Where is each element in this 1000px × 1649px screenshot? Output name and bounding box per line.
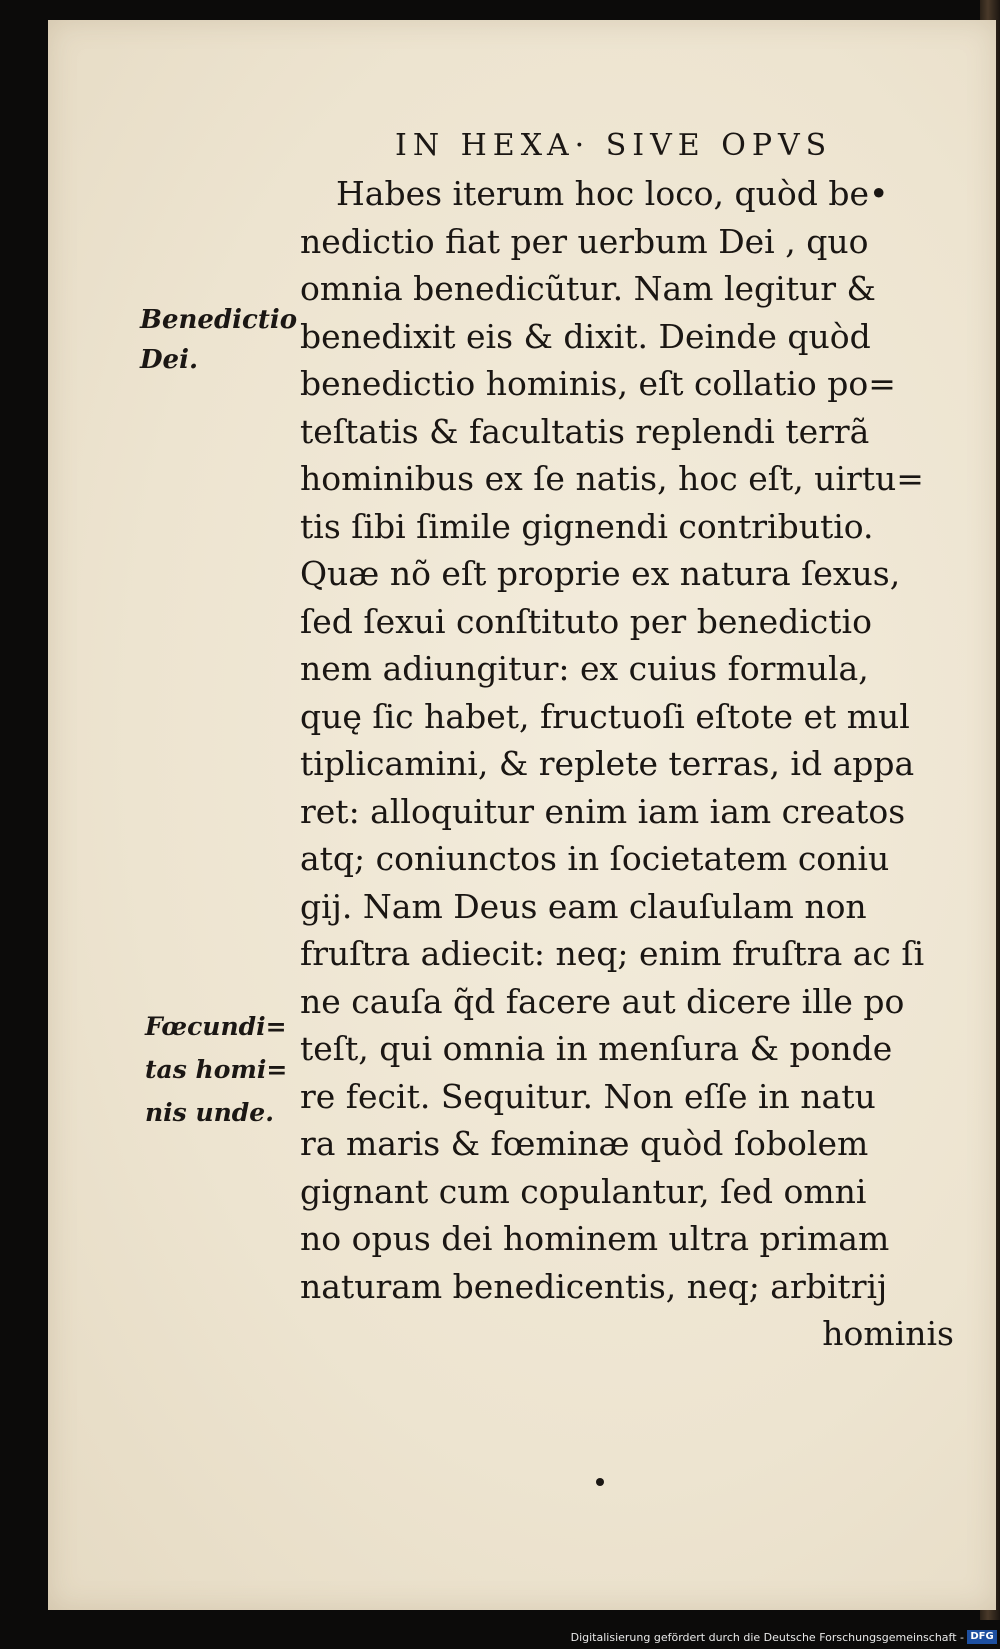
text-line: teſtatis & facultatis replendi terrã	[300, 411, 870, 451]
dfg-logo: DFG	[967, 1630, 997, 1644]
text-line: atq; coniunctos in ſocietatem coniu	[300, 839, 890, 878]
text-line: gij. Nam Deus eam clauſulam non	[300, 886, 867, 926]
body-text	[300, 170, 960, 1358]
text-line: no opus dei hominem ultra primam	[300, 1219, 890, 1258]
digitization-credit: Digitalisierung gefördert durch die Deutsche Forschungsgemeinschaft -	[570, 1631, 964, 1644]
text-line: fruſtra adiecit: neq; enim fruſtra ac ſi	[300, 934, 925, 973]
text-line: gignant cum copulantur, ſed omni	[300, 1171, 867, 1211]
text-line: benedixit eis & dixit. Deinde quòd	[300, 316, 871, 356]
text-line: ne cauſa q̃d facere aut dicere ille po	[300, 981, 905, 1021]
ornament-dot	[596, 1478, 604, 1486]
text-line: tiplicamini, & replete terras, id appa	[300, 744, 915, 783]
running-head: IN HEXA· SIVE OPVS	[395, 128, 833, 163]
text-line: nedictio fiat per uerbum Dei , quo	[300, 221, 869, 261]
text-line: naturam benedicentis, neq; arbitrij	[300, 1266, 888, 1306]
marginal-line: nis unde.	[145, 1098, 274, 1127]
text-line: omnia benedicũtur. Nam legitur &	[300, 269, 876, 308]
catchword: hominis	[822, 1314, 954, 1353]
marginal-note-benedictio	[140, 300, 297, 380]
text-line: hominibus ex ſe natis, hoc eſt, uirtu=	[300, 459, 924, 498]
marginal-line: tas homi=	[145, 1055, 288, 1084]
marginal-line: Dei.	[140, 345, 199, 375]
text-line: ra maris & fœminæ quòd ſobolem	[300, 1124, 869, 1163]
marginal-line: Benedictio	[140, 305, 298, 335]
text-line: quę ſic habet, fructuoſi eſtote et mul	[300, 696, 910, 736]
text-line: Quæ nõ eſt proprie ex natura ſexus,	[300, 554, 901, 593]
text-line: teſt, qui omnia in menſura & ponde	[300, 1029, 893, 1068]
marginal-line: Fœcundi=	[145, 1012, 287, 1041]
text-line: ret: alloquitur enim iam iam creatos	[300, 791, 906, 831]
marginal-note-foecunditas	[145, 1005, 287, 1134]
text-line: ſed ſexui conſtituto per benedictio	[300, 601, 872, 641]
text-line: tis ſibi ſimile gignendi contributio.	[300, 506, 874, 546]
text-line: nem adiungitur: ex cuius formula,	[300, 649, 869, 688]
text-line: re fecit. Sequitur. Non eſſe in natu	[300, 1076, 876, 1116]
text-line: Habes iterum hoc loco, quòd be•	[336, 174, 889, 213]
text-line: benedictio hominis, eſt collatio po=	[300, 364, 896, 403]
